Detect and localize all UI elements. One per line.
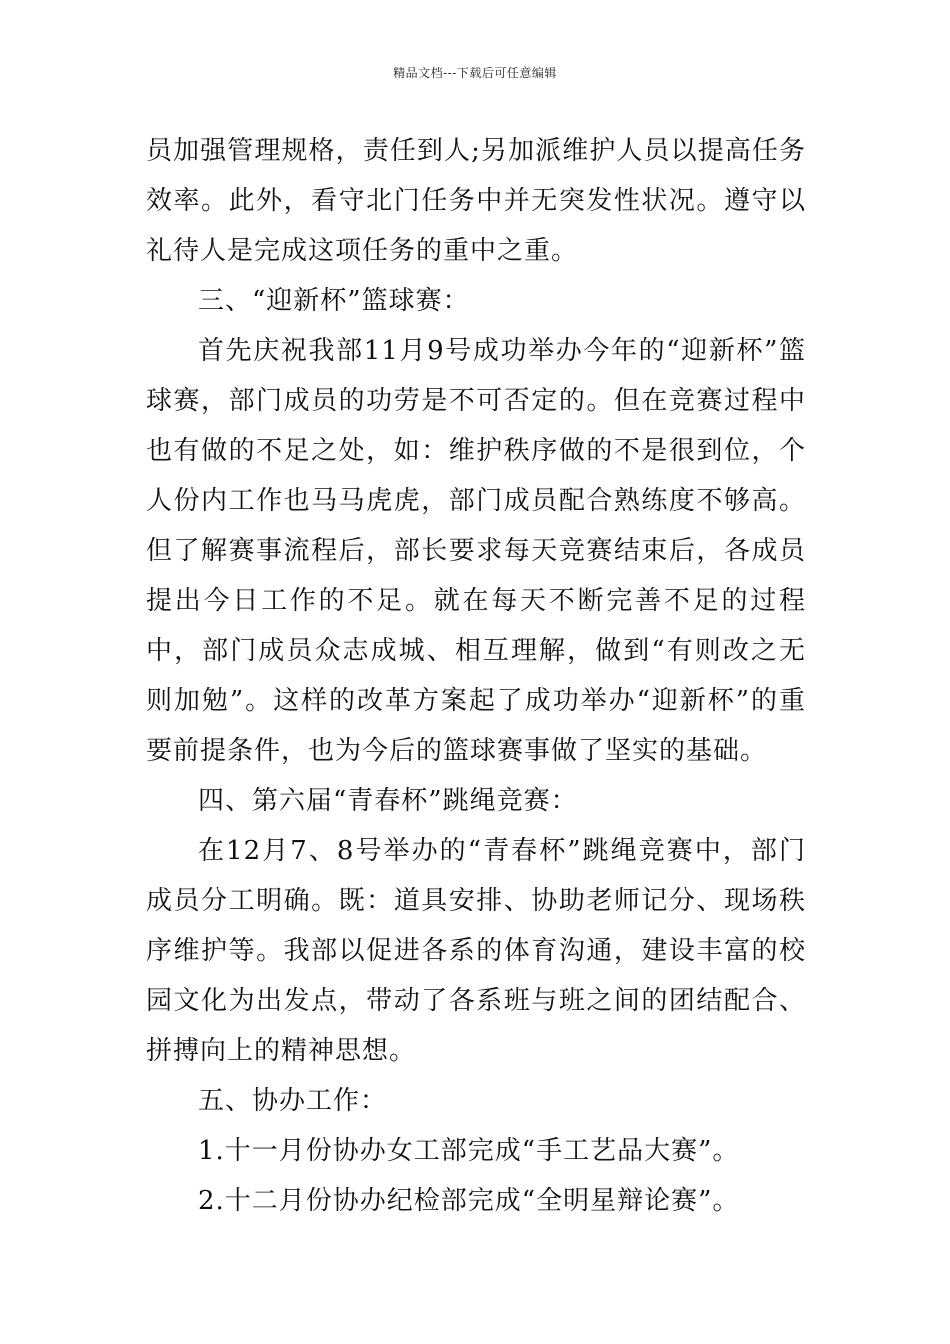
- section-heading-assist-work: 五、协办工作：: [198, 1086, 388, 1116]
- list-item-debate: 2.十二月份协办纪检部完成“全明星辩论赛”。: [198, 1186, 740, 1216]
- section-heading-jump-rope: 四、第六届“青春杯”跳绳竞赛：: [198, 786, 578, 816]
- paragraph-continuation: 员加强管理规格，责任到人;另加派维护人员以提高任务效率。此外，看守北门任务中并无突发性状况。遵守以礼待人是完成这项任务的重中之重。: [146, 136, 806, 266]
- page-header: 精品文档---下载后可任意编辑: [393, 66, 557, 80]
- paragraph-jump-rope: 在12月7、8号举办的“青春杯”跳绳竞赛中，部门成员分工明确。既：道具安排、协助老师记分、现场秩序维护等。我部以促进各系的体育沟通，建设丰富的校园文化为出发点，带动了各系班与班之间的团结配合、拼搏向上的精神思想。: [146, 836, 806, 1066]
- section-heading-basketball: 三、“迎新杯”篮球赛：: [198, 286, 470, 316]
- document-body: [146, 126, 806, 1226]
- paragraph-basketball: 首先庆祝我部11月9号成功举办今年的“迎新杯”篮球赛，部门成员的功劳是不可否定的。但在竞赛过程中也有做的不足之处，如：维护秩序做的不是很到位，个人份内工作也马马虎虎，部门成员配合熟练度不够高。但了解赛事流程后，部长要求每天竞赛结束后，各成员提出今日工作的不足。就在每天不断完善不足的过程中，部门成员众志成城、相互理解，做到“有则改之无则加勉”。这样的改革方案起了成功举办“迎新杯”的重要前提条件，也为今后的篮球赛事做了坚实的基础。: [146, 336, 806, 766]
- list-item-handicraft: 1.十一月份协办女工部完成“手工艺品大赛”。: [198, 1136, 740, 1166]
